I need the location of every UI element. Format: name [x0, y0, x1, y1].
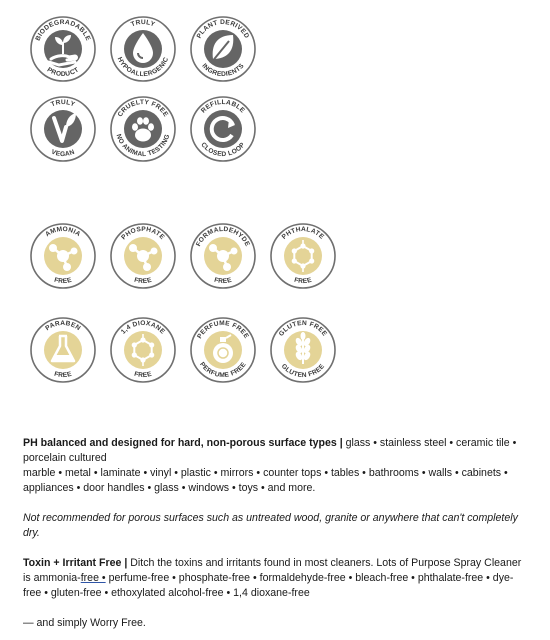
badge-cruelty-free: [109, 95, 177, 163]
badge-svg: [109, 222, 177, 290]
badge-gluten-free: [269, 316, 337, 384]
badge-ammonia-free: [29, 222, 97, 290]
badge-top-label: PHTHALATE: [280, 225, 326, 241]
surface-types-line1: glass • stainless steel • ceramic tile • porcelain cultured: [23, 437, 517, 464]
badge-svg: [109, 316, 177, 384]
badge-paraben-free: [29, 316, 97, 384]
surface-types-paragraph: [23, 436, 528, 496]
toxin-free-text-b: perfume-free • phosphate-free • formaldehyde-free • bleach-free • phthalate-free • dye-free • gluten-free • ethoxylated alcohol-free • 1,4 dioxane-free: [23, 572, 514, 599]
badge-svg: [29, 15, 97, 83]
badge-top-label: PLANT DERIVED: [195, 18, 251, 40]
badge-bottom-label: PRODUCT: [45, 66, 81, 79]
badge-top-label: FORMALDEHYDE: [195, 225, 251, 248]
badge-top-label: PARABEN: [44, 319, 82, 333]
badge-bottom-label: NO ANIMAL TESTING: [114, 133, 172, 159]
badge-phthalate-free: [269, 222, 337, 290]
badge-top-label: PERFUME FREE: [196, 319, 250, 340]
badge-hypoallergenic: [109, 15, 177, 83]
badge-svg: [29, 316, 97, 384]
badge-bottom-label: CLOSED LOOP: [199, 141, 247, 159]
badge-svg: [29, 222, 97, 290]
badge-top-label: GLUTEN FREE: [277, 319, 329, 338]
badge-biodegradable: [29, 15, 97, 83]
toxin-free-text-a: Ditch the toxins and irritants found in most cleaners. Lots of Purpose Spray Cleaner is ammonia-: [23, 557, 522, 584]
badge-svg: [109, 95, 177, 163]
free-underlined-text: free •: [80, 572, 106, 584]
badge-top-label: CRUELTY FREE: [116, 98, 170, 119]
badge-svg: [269, 222, 337, 290]
badge-top-label: BIODEGRADABLE: [34, 18, 92, 42]
badge-top-label: TRULY: [50, 98, 76, 109]
badge-bottom-label: GLUTEN FREE: [279, 362, 327, 380]
badge-bottom-label: FREE: [53, 276, 73, 286]
badge-top-label: 1,4 DIOXANE: [119, 320, 167, 336]
surface-types-heading: PH balanced and designed for hard, non-porous surface types |: [23, 437, 343, 449]
badge-bottom-label: VEGAN: [50, 148, 76, 159]
badge-dioxane-free: [109, 316, 177, 384]
badge-svg: [189, 15, 257, 83]
badge-svg: [269, 316, 337, 384]
badge-top-label: AMMONIA: [44, 225, 82, 239]
badge-top-label: PHOSPHATE: [120, 225, 166, 242]
toxin-free-paragraph: [23, 556, 528, 601]
toxin-free-heading: Toxin + Irritant Free |: [23, 557, 128, 569]
badge-bottom-label: PERFUME FREE: [198, 361, 248, 380]
badge-top-label: TRULY: [130, 18, 156, 29]
badge-bottom-label: FREE: [213, 276, 233, 286]
badge-fill: [204, 110, 242, 148]
badge-bottom-label: INGREDIENTS: [200, 62, 246, 79]
badge-formaldehyde-free: [189, 222, 257, 290]
badge-plant-derived: [189, 15, 257, 83]
badge-svg: [29, 95, 97, 163]
badge-top-label: REFILLABLE: [200, 98, 247, 115]
badge-svg: [189, 316, 257, 384]
badge-refillable: [189, 95, 257, 163]
badge-bottom-label: FREE: [133, 276, 153, 286]
badge-svg: [189, 95, 257, 163]
badge-bottom-label: FREE: [53, 370, 73, 380]
badge-svg: [189, 222, 257, 290]
badge-svg: [109, 15, 177, 83]
badge-bottom-label: FREE: [293, 276, 313, 286]
badge-bottom-label: HYPOALLERGENIC: [115, 56, 171, 79]
badge-phosphate-free: [109, 222, 177, 290]
badge-perfume-free: [189, 316, 257, 384]
porous-warning-paragraph: Not recommended for porous surfaces such as untreated wood, granite or anywhere that can't completely dry.: [23, 512, 518, 539]
badge-vegan: [29, 95, 97, 163]
badge-bottom-label: FREE: [133, 370, 153, 380]
surface-types-line2: marble • metal • laminate • vinyl • plastic • mirrors • counter tops • tables • bathrooms • walls • cabinets • appliances • door handles • glass • windows • toys • and more.: [23, 467, 508, 494]
worry-free-paragraph: — and simply Worry Free.: [23, 617, 146, 629]
